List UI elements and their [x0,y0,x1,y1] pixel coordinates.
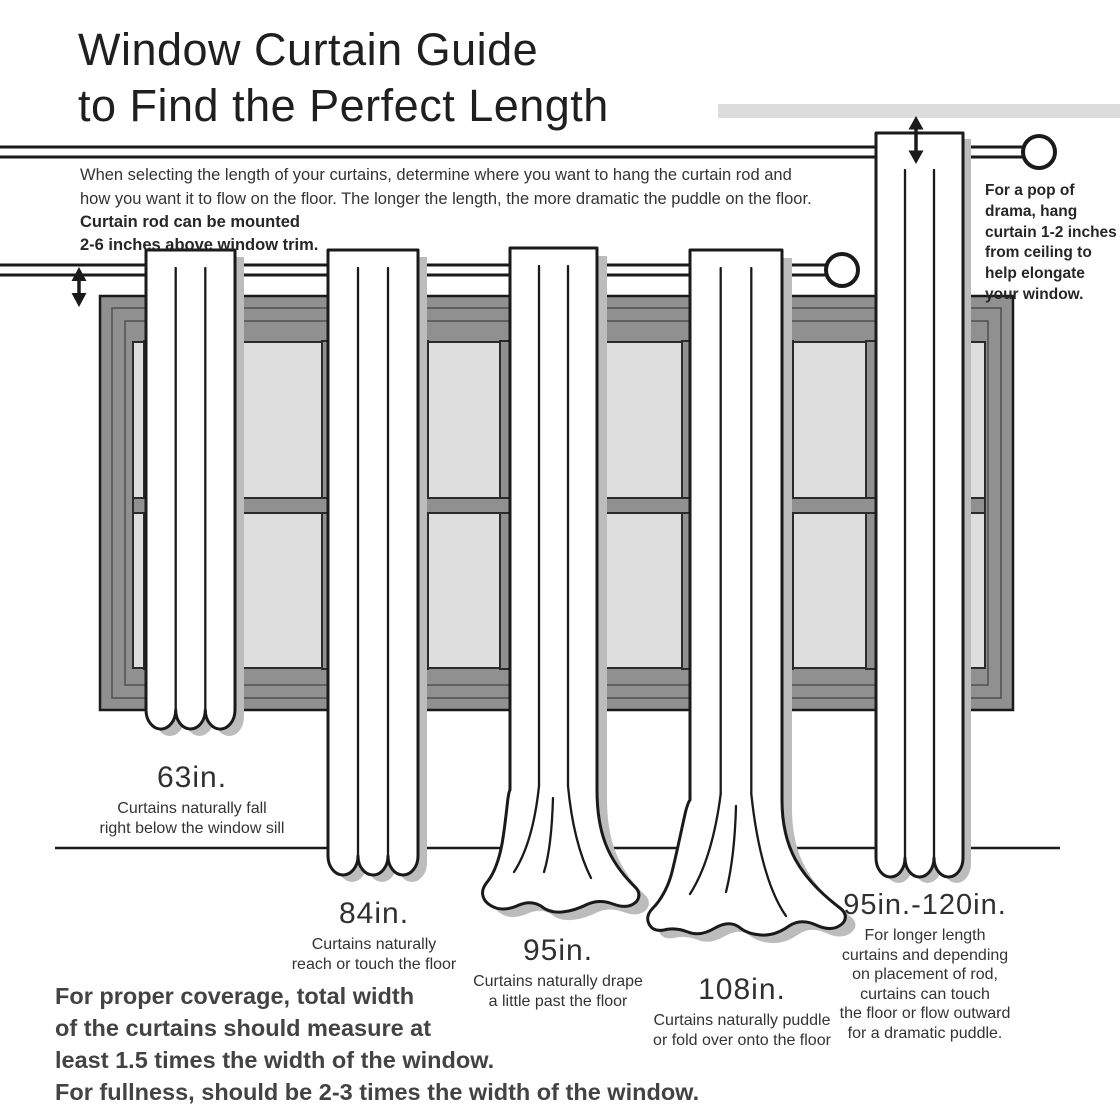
curtain-label-95-120in [810,889,1040,1043]
upper-rod-finial [1023,136,1055,168]
curtain-length-value: 95in. [522,934,594,967]
curtain-length-value: 84in. [338,897,410,930]
curtain-length-description: Curtains naturally puddle or fold over onto the floor [653,1012,831,1049]
curtain-length-value: 95in.-120in. [843,889,1007,921]
page-title: Window Curtain Guide to Find the Perfect Length [78,24,609,131]
curtain-length-description: Curtains naturally reach or touch the floor [291,936,457,973]
ceiling-drama-note: For a pop of drama, hang curtain 1-2 inches from ceiling to help elongate your window. [985,182,1117,303]
curtain-length-value: 108in. [698,973,786,1006]
intro-text: When selecting the length of your curtains, determine where you want to hang the curtain rod and how you want it to flow on the floor. The longer the length, the more dramatic the puddle on the floor. [80,166,812,208]
curtain-length-description: For longer length curtains and depending on placement of rod, curtains can touch the floor or flow outward for a dramatic puddle. [839,927,1011,1042]
ceiling-bar [718,104,1120,118]
curtain-label-63in [77,761,307,839]
coverage-note: For proper coverage, total width of the curtains should measure at least 1.5 times the width of the window. For fullness, should be 2-3 times the width of the window. [55,983,700,1105]
curtain-length-value: 63in. [156,761,228,794]
rod-mounting-note: Curtain rod can be mounted 2-6 inches above window trim. [80,213,319,255]
curtain-length-description: Curtains naturally drape a little past the floor [473,973,643,1010]
curtain-length-description: Curtains naturally fall right below the window sill [99,800,285,837]
curtain-95-120in [876,133,971,883]
upper-curtain-rod [0,147,1022,157]
rod-height-arrow-icon [72,267,87,307]
curtain-84in [328,250,427,882]
curtain-63in [146,250,244,736]
main-rod-finial [826,254,858,286]
